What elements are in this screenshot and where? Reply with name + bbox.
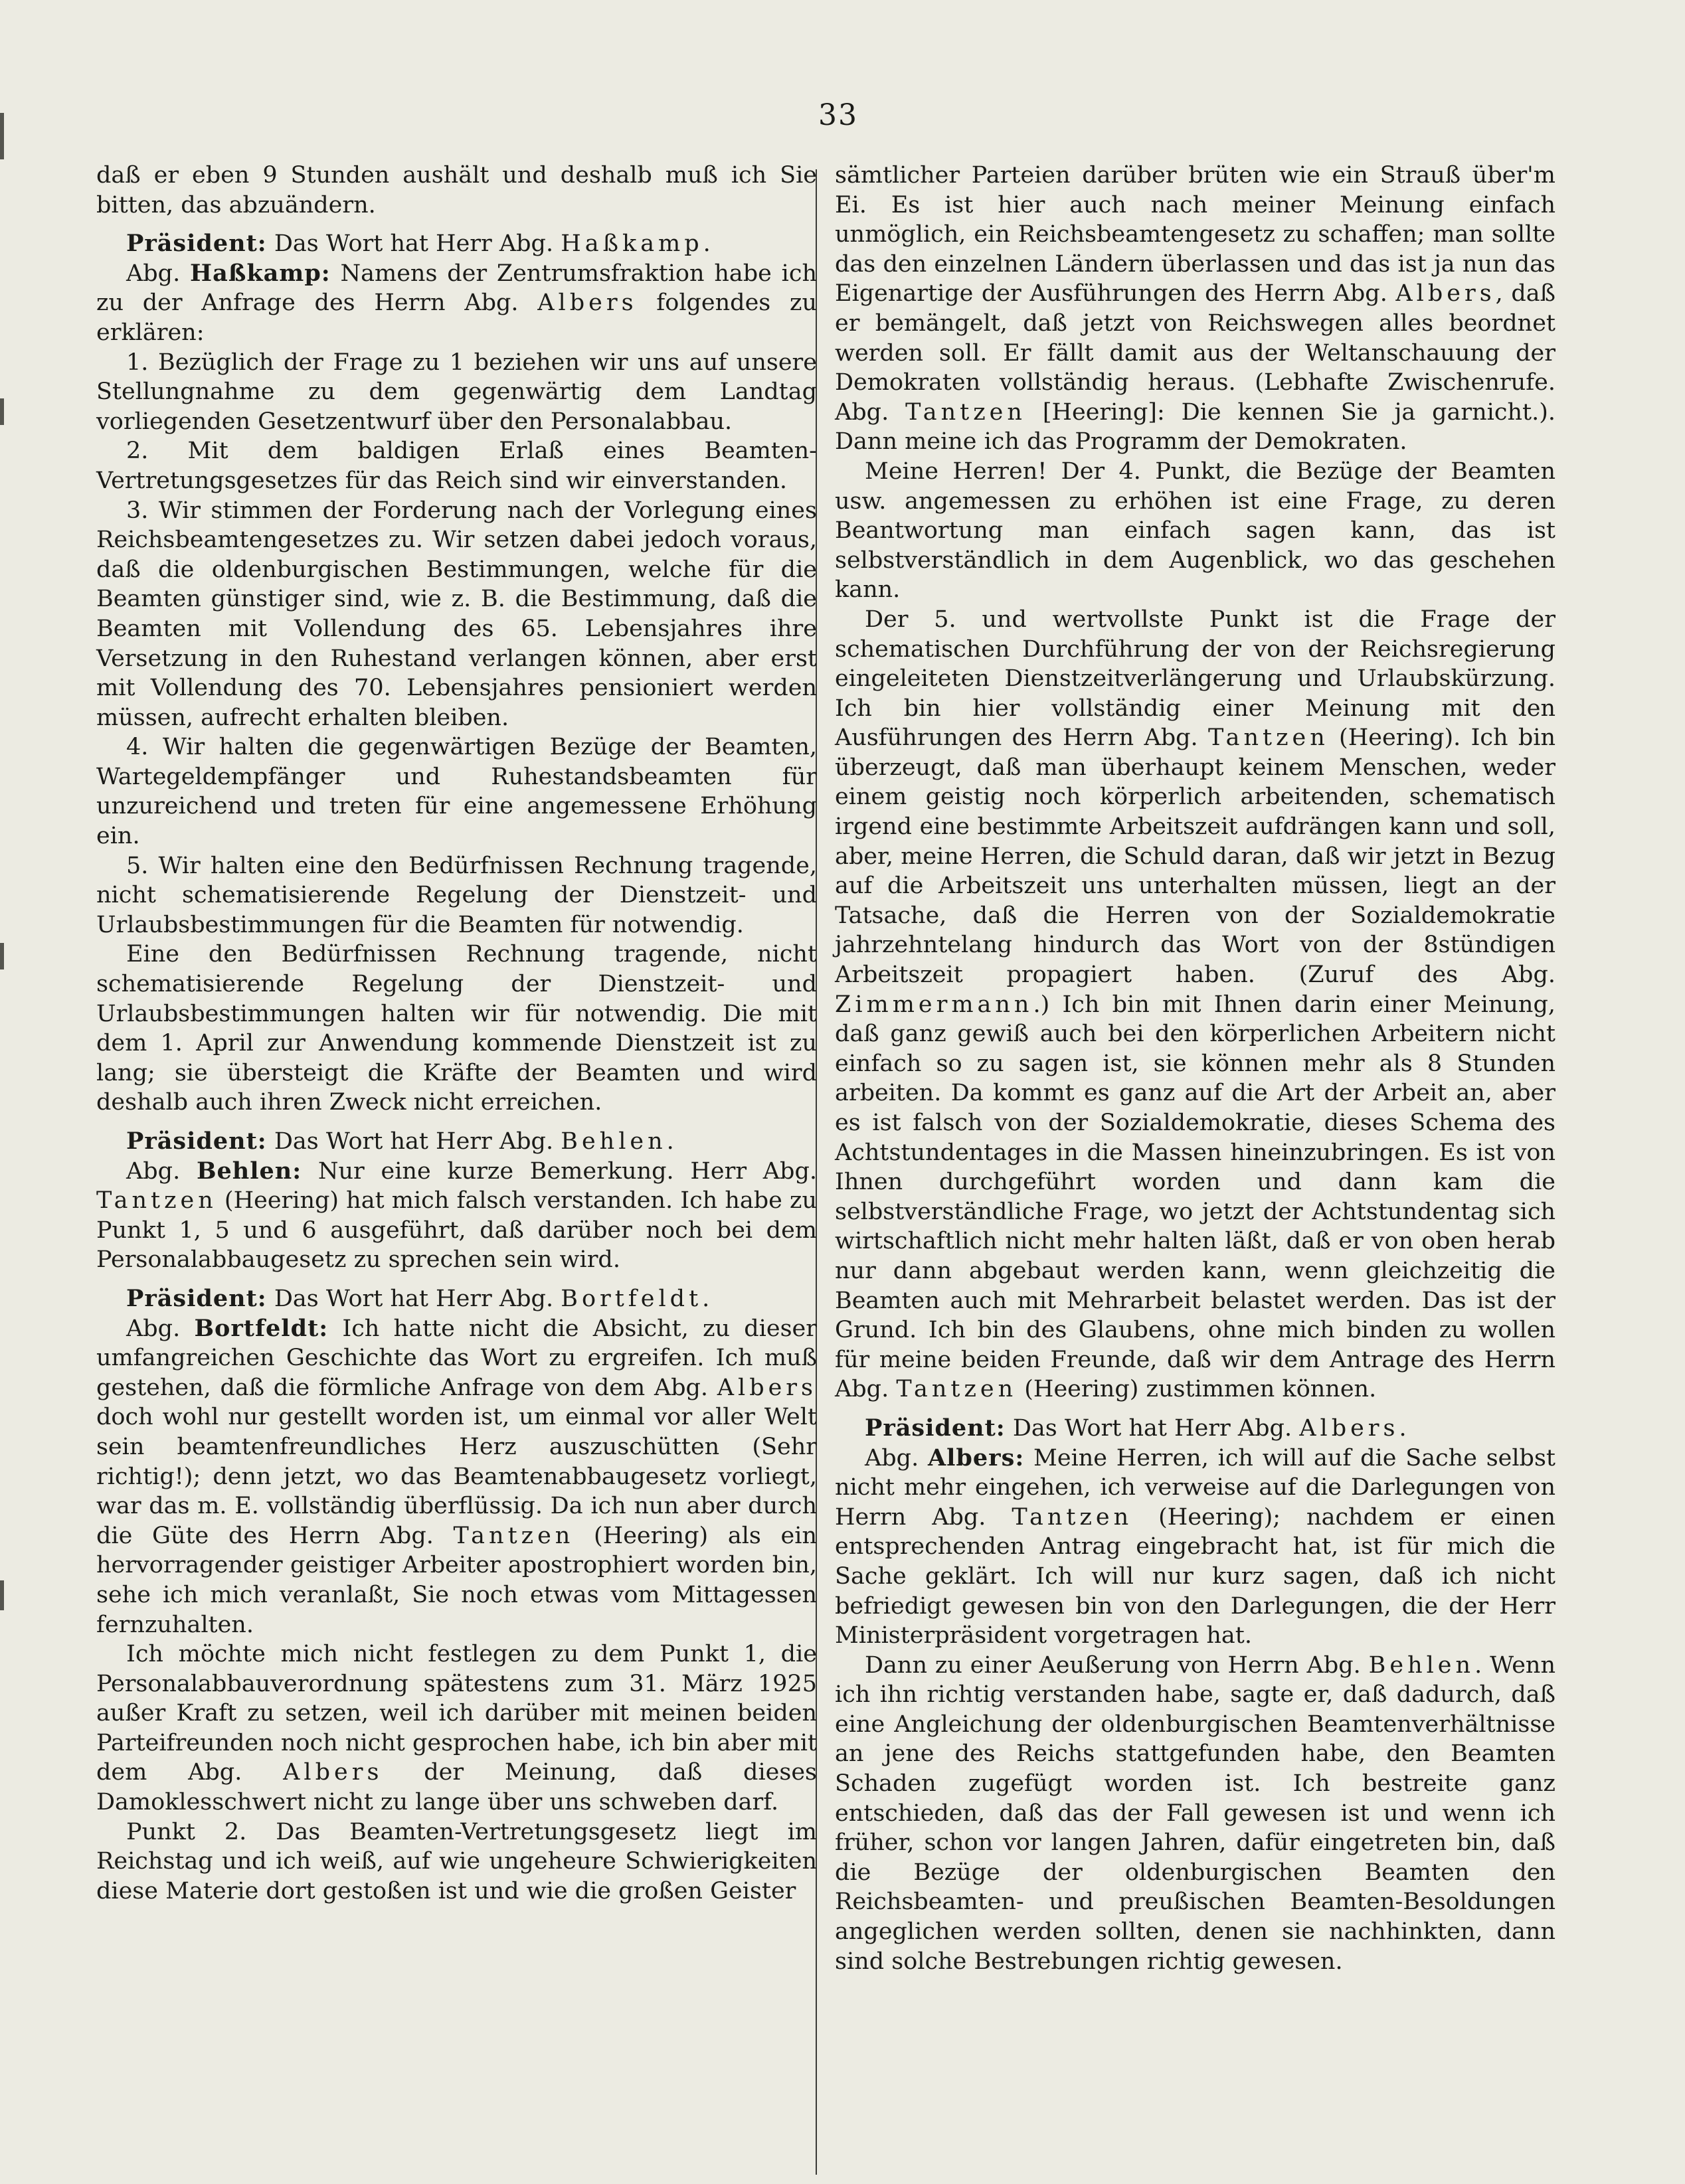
name-emphasis: Tantzen bbox=[453, 1522, 575, 1549]
scan-edge-mark bbox=[0, 113, 4, 159]
name-emphasis: Albers bbox=[717, 1374, 817, 1401]
paragraph bbox=[96, 1314, 817, 1640]
paragraph bbox=[96, 1157, 817, 1275]
paragraph bbox=[96, 940, 817, 1118]
name-emphasis: Bortfeldt bbox=[561, 1285, 703, 1312]
name-emphasis: Tantzen bbox=[1012, 1503, 1133, 1531]
paragraph bbox=[96, 496, 817, 733]
paragraph bbox=[96, 1284, 817, 1314]
text-run: . bbox=[702, 1285, 710, 1312]
text-run: , daß er bemängelt, daß jetzt von Reichswegen alles beordnet werden soll. Er fällt damit aus der Weltanschauung der Demokraten vollständig heraus. (Lebhafte Zwischenrufe. Abg. bbox=[835, 280, 1556, 426]
text-run: Abg. bbox=[126, 260, 191, 287]
text-run: daß er eben 9 Stunden aushält und deshalb muß ich Sie bitten, das abzuändern. bbox=[96, 162, 817, 218]
text-run: Meine Herren, ich will auf die Sache selbst nicht mehr eingehen, ich verweise auf die Darlegungen von Herrn Abg. bbox=[835, 1444, 1555, 1531]
text-run: Ich möchte mich nicht festlegen zu dem Punkt 1, die Personalabbauverordnung spätestens zum 31. März 1925 außer Kraft zu setzen, weil ich darüber mit meinen beiden Parteifreunden noch nicht gesprochen habe, ich bin aber mit dem Abg. bbox=[96, 1641, 817, 1786]
name-emphasis: Albers bbox=[283, 1759, 383, 1786]
paragraph bbox=[96, 259, 817, 348]
name-emphasis: Tantzen bbox=[1207, 724, 1329, 752]
speaker-label: Haßkamp: bbox=[190, 259, 331, 287]
text-run: Das Wort hat Herr Abg. bbox=[266, 1285, 561, 1312]
text-run: Dann zu einer Aeußerung von Herrn Abg. bbox=[865, 1651, 1369, 1679]
paragraph bbox=[96, 1817, 817, 1906]
paragraph bbox=[96, 732, 817, 851]
paragraph bbox=[835, 1444, 1555, 1651]
text-run: (Heering) als ein hervorragender geistiger Arbeiter apostrophiert worden bin, sehe ich mich veranlaßt, Sie noch etwas vom Mittagessen fernzuhalten. bbox=[96, 1522, 817, 1638]
name-emphasis: Zimmermann bbox=[835, 991, 1033, 1018]
name-emphasis: Albers bbox=[537, 290, 638, 317]
text-run: Eine den Bedürfnissen Rechnung tragende, nicht schematisierende Regelung der Dienstzeit- und Urlaubsbestimmungen halten wir für notwendig. Die mit dem 1. April zur Anwendung kommende Dienstzeit ist zu lang; sie übersteigt die Kräfte der Beamten und wird deshalb auch ihren Zweck nicht erreichen. bbox=[96, 941, 817, 1116]
text-run: 5. Wir halten eine den Bedürfnissen Rechnung tragende, nicht schematisierende Regelung der Dienstzeit- und Urlaubsbestimmungen für die Beamten für notwendig. bbox=[96, 852, 817, 938]
text-run: . bbox=[703, 230, 711, 258]
page-number: 33 bbox=[818, 98, 858, 132]
text-run: 1. Bezüglich der Frage zu 1 beziehen wir uns auf unsere Stellungnahme zu dem gegenwärtig dem Landtag vorliegenden Gesetzentwurf über den Personalabbau. bbox=[96, 349, 817, 435]
text-run: (Heering) hat mich falsch verstanden. Ich habe zu Punkt 1, 5 und 6 ausgeführt, daß darüber noch bei dem Personalabbaugesetz zu sprechen sein wird. bbox=[96, 1187, 817, 1274]
name-emphasis: Behlen bbox=[1368, 1651, 1475, 1679]
paragraph bbox=[96, 851, 817, 940]
speaker-label: Bortfeldt: bbox=[194, 1314, 329, 1342]
paragraph bbox=[835, 457, 1555, 605]
text-run: der Meinung, daß dieses Damoklesschwert nicht zu lange über uns schweben darf. bbox=[96, 1759, 817, 1816]
right-column bbox=[835, 161, 1555, 1976]
text-run: folgendes zu erklären: bbox=[96, 290, 817, 346]
paragraph bbox=[835, 1651, 1555, 1977]
text-run: . Wenn ich ihn richtig verstanden habe, sagte er, daß dadurch, daß eine Angleichung der oldenburgischen Beamtenverhältnisse an jene des Reichs stattgefunden habe, den Beamten Schaden zugefügt worden ist. Ich bestreite ganz entschieden, daß das der Fall gewesen ist und wenn ich früher, schon vor langen Jahren, dafür eingetreten bin, daß die Bezüge der oldenburgischen Beamten den Reichsbeamten- und preußischen Beamten-Besoldungen angeglichen werden sollten, denen sie nachhinkten, dann sind solche Bestrebungen richtig gewesen. bbox=[835, 1651, 1555, 1975]
text-run: . bbox=[1399, 1414, 1407, 1442]
scan-edge-mark bbox=[0, 1580, 4, 1610]
text-run: 3. Wir stimmen der Forderung nach der Vorlegung eines Reichsbeamtengesetzes zu. Wir setzen dabei jedoch voraus, daß die oldenburgischen Bestimmungen, welche für die Beamten günstiger sind, wie z. B. die Bestimmung, daß die Beamten mit Vollendung des 65. Lebensjahres ihre Versetzung in den Ruhestand verlangen können, aber erst mit Vollendung des 70. Lebensjahres pensioniert werden müssen, aufrecht erhalten bleiben. bbox=[96, 497, 817, 731]
name-emphasis: Tantzen bbox=[896, 1376, 1018, 1403]
speaker-label: Präsident: bbox=[126, 1284, 267, 1312]
left-column bbox=[96, 161, 817, 1906]
text-run: .) Ich bin mit Ihnen darin einer Meinung, daß ganz gewiß auch bei den körperlichen Arbeitern nicht einfach so zu sagen ist, sie können mehr als 8 Stunden arbeiten. Da kommt es ganz auf die Art der Arbeit an, aber es ist falsch von der Sozialdemokratie, dieses Schema des Achtstundentages in die Massen hineinzubringen. Es ist von Ihnen durchgeführt worden und dann kam die selbstverständliche Frage, wo jetzt der Achtstundentag sich wirtschaftlich nicht mehr halten läßt, daß er von oben herab nur dann abgebaut werden kann, wenn gleichzeitig die Beamten auch mit Mehrarbeit belastet werden. Das ist der Grund. Ich bin des Glaubens, ohne mich binden zu wollen für meine beiden Freunde, daß wir dem Antrage des Herrn Abg. bbox=[835, 991, 1555, 1403]
name-emphasis: Behlen bbox=[561, 1128, 667, 1155]
paragraph bbox=[96, 436, 817, 495]
paragraph bbox=[835, 1414, 1555, 1444]
paragraph bbox=[96, 229, 817, 259]
text-run: sämtlicher Parteien darüber brüten wie ein Strauß über'm Ei. Es ist hier auch nach meiner Meinung einfach unmöglich, ein Reichsbeamtengesetz zu schaffen; man sollte das den einzelnen Ländern überlassen und das ist ja nun das Eigenartige der Ausführungen des Herrn Abg. bbox=[835, 162, 1555, 307]
text-run: [Heering]: Die kennen Sie ja garnicht.). Dann meine ich das Programm der Demokraten. bbox=[835, 398, 1555, 456]
text-run: 2. Mit dem baldigen Erlaß eines Beamten-Vertretungsgesetzes für das Reich sind wir einverstanden. bbox=[96, 438, 817, 494]
speaker-label: Albers: bbox=[927, 1444, 1025, 1471]
paragraph bbox=[96, 1639, 817, 1817]
name-emphasis: Tantzen bbox=[96, 1187, 217, 1215]
speaker-label: Präsident: bbox=[126, 1128, 267, 1155]
text-run: (Heering). Ich bin überzeugt, daß man überhaupt keinem Menschen, weder einem geistig noch körperlich arbeitenden, schematisch irgend eine bestimmte Arbeitszeit aufdrängen kann und soll, aber, meine Herren, die Schuld daran, daß wir jetzt in Bezug auf die Arbeitszeit uns unterhalten müssen, liegt an der Tatsache, daß die Herren von der Sozialdemokratie jahrzehntelang hindurch das Wort von der 8stündigen Arbeitszeit propagiert haben. (Zuruf des Abg. bbox=[835, 724, 1555, 989]
text-run: 4. Wir halten die gegenwärtigen Bezüge der Beamten, Wartegeldempfänger und Ruhestandsbeamten für unzureichend und treten für eine angemessene Erhöhung ein. bbox=[96, 734, 817, 850]
name-emphasis: Albers bbox=[1395, 280, 1496, 307]
text-run: Das Wort hat Herr Abg. bbox=[1005, 1414, 1300, 1442]
scan-edge-mark bbox=[0, 398, 4, 425]
text-run: Das Wort hat Herr Abg. bbox=[266, 230, 561, 258]
text-run: Namens der Zentrumsfraktion habe ich zu der Anfrage des Herrn Abg. bbox=[96, 260, 817, 317]
text-run: Ich hatte nicht die Absicht, zu dieser umfangreichen Geschichte das Wort zu ergreifen. Ich muß gestehen, daß die förmliche Anfrage von dem Abg. bbox=[96, 1315, 817, 1401]
paragraph bbox=[96, 1127, 817, 1157]
paragraph bbox=[835, 161, 1555, 457]
paragraph bbox=[835, 605, 1555, 1404]
text-run: Der 5. und wertvollste Punkt ist die Frage der schematischen Durchführung der von der Reichsregierung eingeleiteten Dienstzeitverlängerung und Urlaubskürzung. Ich bin hier vollständig einer Meinung mit den Ausführungen des Herrn Abg. bbox=[835, 606, 1555, 752]
text-run: Meine Herren! Der 4. Punkt, die Bezüge der Beamten usw. angemessen zu erhöhen ist eine Frage, zu deren Beantwortung man einfach sagen kann, das ist selbstverständlich in dem Augenblick, wo das geschehen kann. bbox=[835, 458, 1555, 604]
text-run: . bbox=[666, 1128, 674, 1155]
text-run: (Heering) zustimmen können. bbox=[1017, 1376, 1377, 1403]
paragraph bbox=[96, 348, 817, 437]
text-run: Abg. bbox=[126, 1157, 197, 1185]
name-emphasis: Albers bbox=[1299, 1414, 1399, 1442]
text-run: Punkt 2. Das Beamten-Vertretungsgesetz liegt im Reichstag und ich weiß, auf wie ungeheure Schwierigkeiten diese Materie dort gestoßen ist und wie die großen Geister bbox=[96, 1818, 817, 1904]
speaker-label: Präsident: bbox=[126, 230, 267, 258]
text-run: (Heering); nachdem er einen entsprechenden Antrag eingebracht hat, ist für mich die Sache geklärt. Ich will nur kurz sagen, daß ich nicht befriedigt gewesen bin von den Darlegungen, die der Herr Ministerpräsident vorgetragen hat. bbox=[835, 1503, 1555, 1649]
speaker-label: Präsident: bbox=[865, 1414, 1006, 1442]
text-run: Abg. bbox=[126, 1315, 195, 1342]
name-emphasis: Haßkamp bbox=[561, 230, 703, 258]
paragraph bbox=[96, 161, 817, 220]
text-run: Das Wort hat Herr Abg. bbox=[266, 1128, 561, 1155]
text-run: Abg. bbox=[865, 1444, 928, 1471]
text-run: doch wohl nur gestellt worden ist, um einmal vor aller Welt sein beamtenfreundliches Herz auszuschütten (Sehr richtig!); denn jetzt, wo das Beamtenabbaugesetz vorliegt, war das m. E. vollständig überflüssig. Da ich nun aber durch die Güte des Herrn Abg. bbox=[96, 1404, 817, 1549]
text-run: Nur eine kurze Bemerkung. Herr Abg. bbox=[302, 1157, 817, 1185]
scan-edge-mark bbox=[0, 943, 4, 969]
speaker-label: Behlen: bbox=[196, 1157, 302, 1185]
name-emphasis: Tantzen bbox=[905, 398, 1026, 426]
